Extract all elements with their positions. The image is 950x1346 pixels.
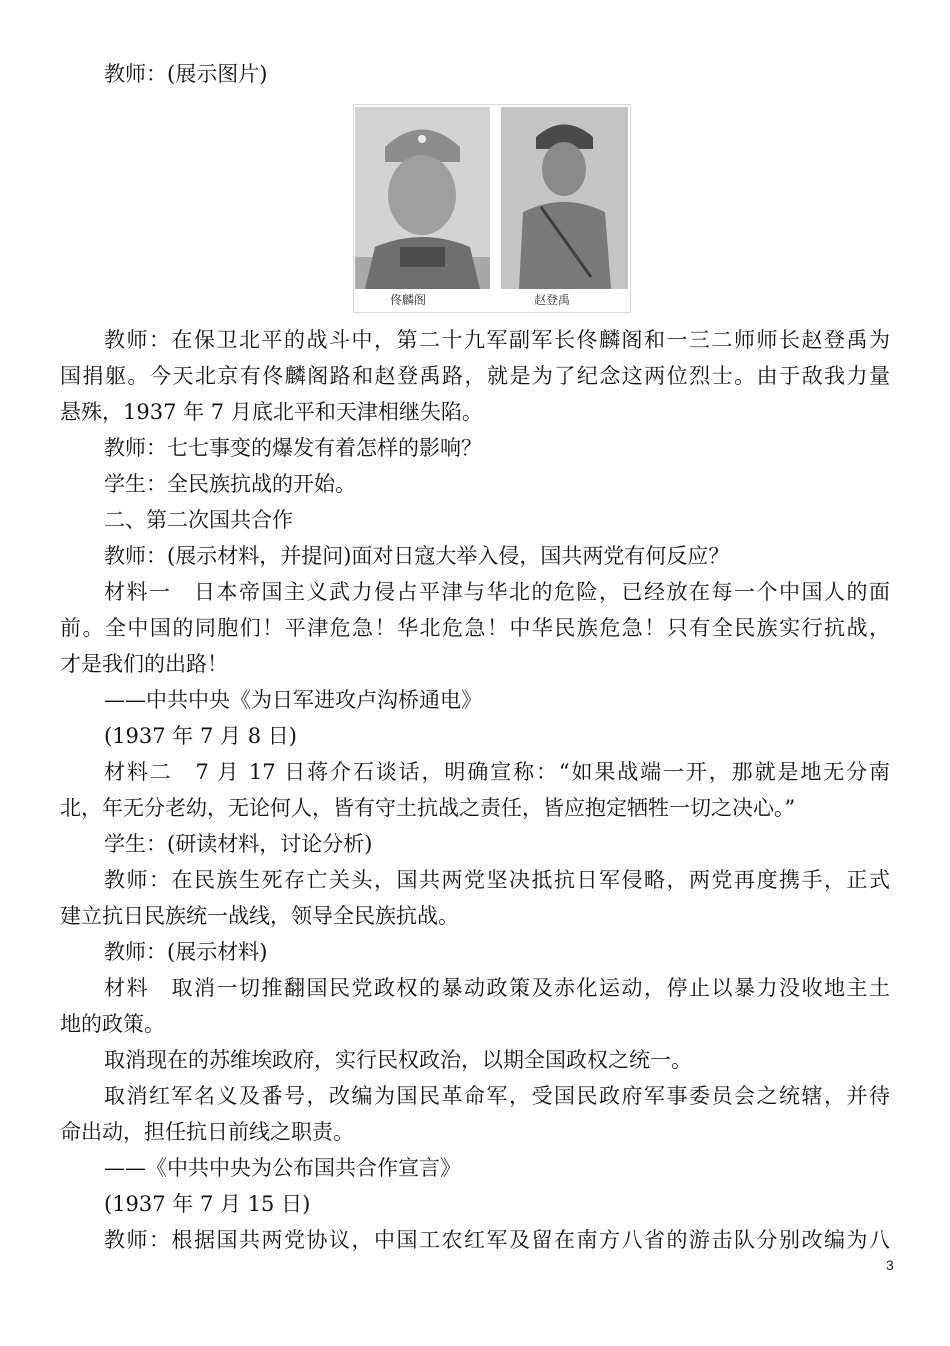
- paragraph-line: 地的政策。: [60, 1012, 165, 1036]
- paragraph-line: 建立抗日民族统一战线，领导全民族抗战。: [60, 904, 459, 928]
- portrait-photo-left: [355, 107, 490, 289]
- source-citation: ——中共中央《为日军进攻卢沟桥通电》: [104, 688, 482, 712]
- caption-right: 赵登禹: [534, 293, 571, 307]
- paragraph-line: 悬殊，1937 年 7 月底北平和天津相继失陷。: [60, 400, 483, 424]
- paragraph-line: 教师：(展示图片): [104, 62, 268, 86]
- portrait-figure: [353, 104, 631, 313]
- paragraph-line: 取消红军名义及番号，改编为国民革命军，受国民政府军事委员会之统辖，并待: [104, 1084, 890, 1108]
- portrait-photo-right: [501, 107, 628, 289]
- section-heading: 二、第二次国共合作: [104, 508, 293, 532]
- caption-left: 佟麟阁: [390, 293, 427, 307]
- paragraph-line: 教师：(展示材料): [104, 940, 268, 964]
- paragraph-line: 北，年无分老幼，无论何人，皆有守土抗战之责任，皆应抱定牺牲一切之决心。”: [60, 796, 796, 820]
- paragraph-line: 才是我们的出路！: [60, 652, 228, 676]
- source-citation: ——《中共中央为公布国共合作宣言》: [104, 1156, 461, 1180]
- paragraph-line: 命出动，担任抗日前线之职责。: [60, 1120, 354, 1144]
- paragraph-line: 前。全中国的同胞们！平津危急！华北危急！中华民族危急！只有全民族实行抗战，: [60, 616, 890, 640]
- paragraph-line: 材料二 7 月 17 日蒋介石谈话，明确宣称：“如果战端一开，那就是地无分南: [104, 760, 890, 784]
- source-date: (1937 年 7 月 15 日): [104, 1192, 311, 1216]
- paragraph-line: 国捐躯。今天北京有佟麟阁路和赵登禹路，就是为了纪念这两位烈士。由于敌我力量: [60, 364, 890, 388]
- paragraph-line: 教师：在保卫北平的战斗中，第二十九军副军长佟麟阁和一三二师师长赵登禹为: [104, 328, 890, 352]
- source-date: (1937 年 7 月 8 日): [104, 724, 297, 748]
- paragraph-line: 教师：(展示材料，并提问)面对日寇大举入侵，国共两党有何反应？: [104, 544, 730, 568]
- paragraph-line: 取消现在的苏维埃政府，实行民权政治，以期全国政权之统一。: [104, 1048, 692, 1072]
- paragraph-line: 教师：七七事变的爆发有着怎样的影响？: [104, 436, 482, 460]
- paragraph-line: 学生：(研读材料，讨论分析): [104, 832, 373, 856]
- paragraph-line: 材料一 日本帝国主义武力侵占平津与华北的危险，已经放在每一个中国人的面: [104, 580, 890, 604]
- paragraph-line: 教师：在民族生死存亡关头，国共两党坚决抵抗日军侵略，两党再度携手，正式: [104, 868, 890, 892]
- paragraph-line: 教师：根据国共两党协议，中国工农红军及留在南方八省的游击队分别改编为八: [104, 1228, 890, 1252]
- paragraph-line: 材料 取消一切推翻国民党政权的暴动政策及赤化运动，停止以暴力没收地主土: [104, 976, 890, 1000]
- paragraph-line: 学生：全民族抗战的开始。: [104, 472, 356, 496]
- page-number: 3: [886, 1257, 894, 1273]
